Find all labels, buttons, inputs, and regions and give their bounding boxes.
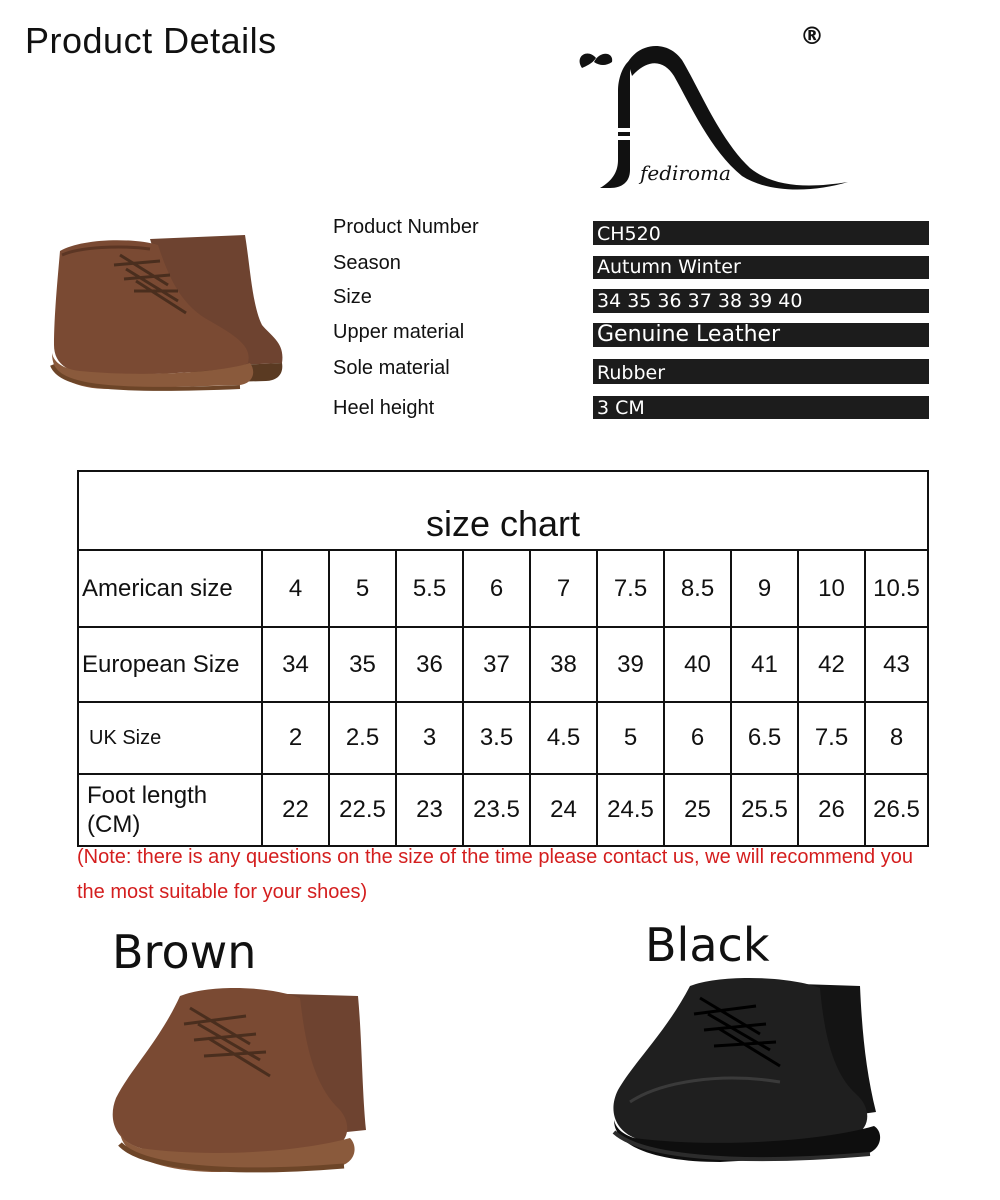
- spec-value-size: 34 35 36 37 38 39 40: [593, 289, 929, 313]
- table-cell: 37: [463, 627, 530, 702]
- table-cell: 5.5: [396, 550, 463, 627]
- color-label-black: Black: [645, 918, 770, 972]
- table-cell: 4.5: [530, 702, 597, 774]
- size-note: (Note: there is any questions on the size of the time please contact us, we will recommend you the most suitable for your shoes): [77, 846, 913, 903]
- table-cell: 36: [396, 627, 463, 702]
- spec-value-heel-height: 3 CM: [593, 396, 929, 419]
- row-label-foot-length: Foot length (CM): [78, 774, 262, 846]
- table-cell: 6.5: [731, 702, 798, 774]
- product-hero-image: [40, 225, 290, 400]
- table-cell: 24.5: [597, 774, 664, 846]
- table-cell: 40: [664, 627, 731, 702]
- spec-label-upper-material: Upper material: [333, 321, 465, 343]
- table-cell: 42: [798, 627, 865, 702]
- table-cell: 6: [664, 702, 731, 774]
- color-label-brown: Brown: [112, 925, 257, 979]
- table-cell: 34: [262, 627, 329, 702]
- table-cell: 23: [396, 774, 463, 846]
- brown-boot-image: [100, 980, 375, 1180]
- spec-label-season: Season: [333, 252, 401, 274]
- table-cell: 22.5: [329, 774, 396, 846]
- table-cell: 4: [262, 550, 329, 627]
- table-cell: 3: [396, 702, 463, 774]
- size-chart-caption: size chart: [78, 471, 928, 550]
- table-cell: 25.5: [731, 774, 798, 846]
- table-cell: 26: [798, 774, 865, 846]
- table-cell: 43: [865, 627, 928, 702]
- table-cell: 8.5: [664, 550, 731, 627]
- row-label-european-size: European Size: [78, 627, 262, 702]
- table-cell: 22: [262, 774, 329, 846]
- table-cell: 2.5: [329, 702, 396, 774]
- table-cell: 9: [731, 550, 798, 627]
- spec-value-product-number: CH520: [593, 221, 929, 245]
- brand-name: fediroma: [640, 161, 731, 185]
- spec-label-size: Size: [333, 286, 372, 308]
- table-cell: 26.5: [865, 774, 928, 846]
- row-label-uk-size: UK Size: [78, 702, 262, 774]
- spec-value-upper-material: Genuine Leather: [593, 323, 929, 347]
- table-cell: 3.5: [463, 702, 530, 774]
- table-cell: 39: [597, 627, 664, 702]
- table-cell: 35: [329, 627, 396, 702]
- table-cell: 7.5: [798, 702, 865, 774]
- table-cell: 10.5: [865, 550, 928, 627]
- brand-logo: [570, 20, 860, 200]
- table-cell: 23.5: [463, 774, 530, 846]
- table-row-european-size: [78, 627, 928, 702]
- table-cell: 5: [597, 702, 664, 774]
- size-chart-table: [77, 470, 929, 847]
- brand-logo-mark: [570, 20, 860, 200]
- table-row-uk-size: [78, 702, 928, 774]
- spec-value-sole-material: Rubber: [593, 359, 929, 384]
- spec-label-sole-material: Sole material: [333, 357, 450, 379]
- page-title: Product Details: [25, 20, 277, 61]
- table-cell: 6: [463, 550, 530, 627]
- table-cell: 2: [262, 702, 329, 774]
- spec-value-season: Autumn Winter: [593, 256, 929, 279]
- table-cell: 5: [329, 550, 396, 627]
- table-cell: 41: [731, 627, 798, 702]
- row-label-american-size: American size: [78, 550, 262, 627]
- table-cell: 24: [530, 774, 597, 846]
- registered-mark: ®: [800, 22, 824, 50]
- black-boot-image: [600, 972, 890, 1167]
- spec-label-product-number: Product Number: [333, 216, 479, 238]
- table-row-foot-length: [78, 774, 928, 846]
- table-cell: 10: [798, 550, 865, 627]
- spec-label-heel-height: Heel height: [333, 397, 435, 419]
- table-row-american-size: [78, 550, 928, 627]
- table-cell: 8: [865, 702, 928, 774]
- table-cell: 7: [530, 550, 597, 627]
- table-cell: 38: [530, 627, 597, 702]
- table-cell: 25: [664, 774, 731, 846]
- table-cell: 7.5: [597, 550, 664, 627]
